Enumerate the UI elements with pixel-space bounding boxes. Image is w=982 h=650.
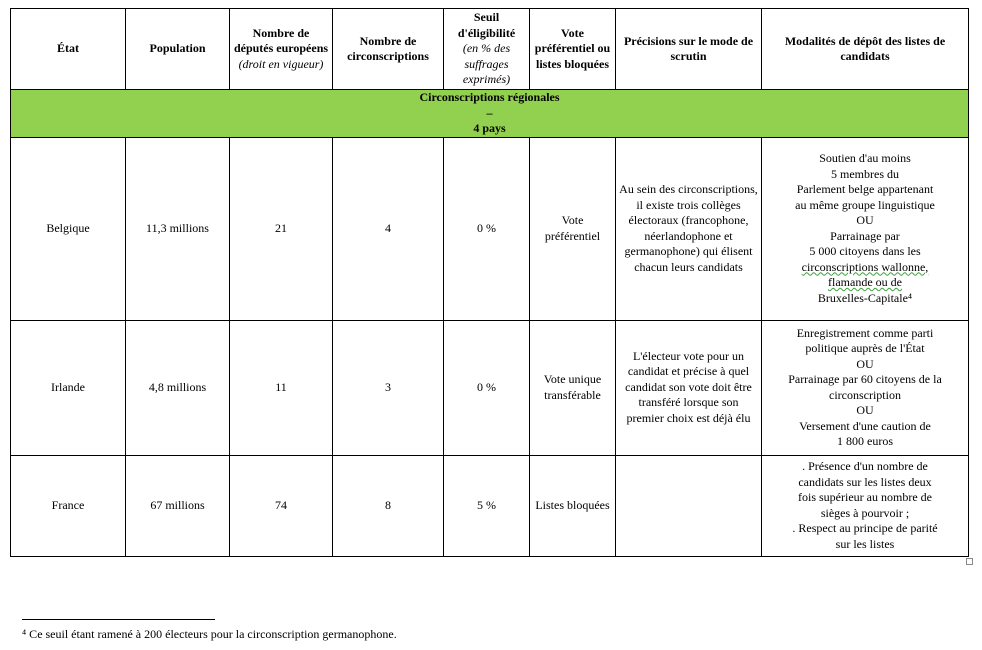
cell-modalites	[762, 137, 969, 320]
modalites-line: OU	[856, 403, 874, 417]
footnote-separator	[22, 619, 215, 620]
electoral-table	[10, 8, 969, 557]
modalites-line: Bruxelles-Capitale⁴	[817, 290, 913, 305]
modalites-line: fois supérieur au nombre de	[798, 490, 932, 504]
cell-etat: France	[11, 455, 126, 556]
modalites-line-text: flamande ou de	[828, 275, 902, 289]
cell-population: 67 millions	[126, 455, 230, 556]
header-population: Population	[126, 9, 230, 90]
cell-vote: Vote préférentiel	[530, 137, 616, 320]
cell-precisions: L'électeur vote pour un candidat et précise à quel candidat son vote doit être transféré lorsque son premier choix est déjà élu	[616, 320, 762, 455]
cell-precisions: Au sein des circonscriptions, il existe trois collèges électoraux (francophone, néerlandophone et germanophone) qui élisent chacun leurs candidats	[616, 137, 762, 320]
table-row	[11, 137, 969, 320]
header-vote: Vote préférentiel ou listes bloquées	[530, 9, 616, 90]
footnote-text: ⁴ Ce seuil étant ramené à 200 électeurs pour la circonscription germanophone.	[22, 627, 397, 641]
table-resize-handle[interactable]	[966, 558, 973, 565]
cell-deputes: 74	[230, 455, 333, 556]
section-cell	[11, 90, 969, 138]
header-precisions: Précisions sur le mode de scrutin	[616, 9, 762, 90]
cell-etat: Belgique	[11, 137, 126, 320]
cell-seuil: 0 %	[444, 137, 530, 320]
cell-etat: Irlande	[11, 320, 126, 455]
modalites-line: politique auprès de l'État	[805, 341, 925, 355]
cell-deputes: 11	[230, 320, 333, 455]
modalites-line: circonscription	[829, 387, 901, 402]
cell-circonscriptions: 8	[333, 455, 444, 556]
header-seuil	[444, 9, 530, 90]
header-row	[11, 9, 969, 90]
modalites-line: Parrainage par 60 citoyens de la	[788, 372, 942, 386]
modalites-line	[765, 275, 965, 291]
modalites-line: OU	[856, 356, 874, 371]
section-title: Circonscriptions régionales	[419, 90, 560, 104]
header-circonscriptions: Nombre de circonscriptions	[333, 9, 444, 90]
section-dash: –	[486, 105, 493, 120]
modalites-line: sur les listes	[835, 536, 895, 551]
modalites-line	[765, 260, 965, 276]
modalites-line: 5 membres du	[831, 166, 899, 181]
cell-population: 11,3 millions	[126, 137, 230, 320]
modalites-line: sièges à pourvoir ;	[820, 505, 910, 520]
table-row	[11, 320, 969, 455]
modalites-line: Parlement belge appartenant	[796, 182, 934, 196]
header-seuil-label: Seuil d'éligibilité	[457, 10, 516, 40]
cell-seuil: 5 %	[444, 455, 530, 556]
modalites-line: Soutien d'au moins	[819, 151, 911, 165]
cell-modalites	[762, 455, 969, 556]
cell-vote: Vote unique transférable	[530, 320, 616, 455]
modalites-line: . Présence d'un nombre de	[802, 459, 928, 473]
modalites-line: OU	[856, 213, 874, 227]
cell-modalites	[762, 320, 969, 455]
cell-circonscriptions: 4	[333, 137, 444, 320]
header-deputes-label: Nombre de députés européens	[233, 25, 329, 56]
cell-vote: Listes bloquées	[530, 455, 616, 556]
modalites-line: 1 800 euros	[837, 434, 893, 448]
modalites-line: . Respect au principe de parité	[792, 521, 938, 535]
header-etat: État	[11, 9, 126, 90]
table-row	[11, 455, 969, 556]
cell-circonscriptions: 3	[333, 320, 444, 455]
cell-precisions	[616, 455, 762, 556]
section-row	[11, 90, 969, 138]
header-modalites: Modalités de dépôt des listes de candidats	[762, 9, 969, 90]
modalites-line: 5 000 citoyens dans les	[809, 244, 921, 258]
header-deputes	[230, 9, 333, 90]
header-deputes-note: (droit en vigueur)	[238, 56, 324, 71]
cell-seuil: 0 %	[444, 320, 530, 455]
cell-deputes: 21	[230, 137, 333, 320]
cell-population: 4,8 millions	[126, 320, 230, 455]
header-seuil-note: (en % des suffrages exprimés)	[462, 41, 511, 87]
modalites-line-text: circonscriptions wallonne,	[801, 259, 929, 274]
modalites-line: au même groupe linguistique	[795, 197, 935, 212]
section-count: 4 pays	[473, 121, 506, 135]
modalites-line: Enregistrement comme parti	[796, 325, 934, 340]
modalites-line: Versement d'une caution de	[799, 418, 931, 433]
modalites-line: candidats sur les listes deux	[798, 474, 932, 489]
modalites-line: Parrainage par	[830, 228, 900, 243]
